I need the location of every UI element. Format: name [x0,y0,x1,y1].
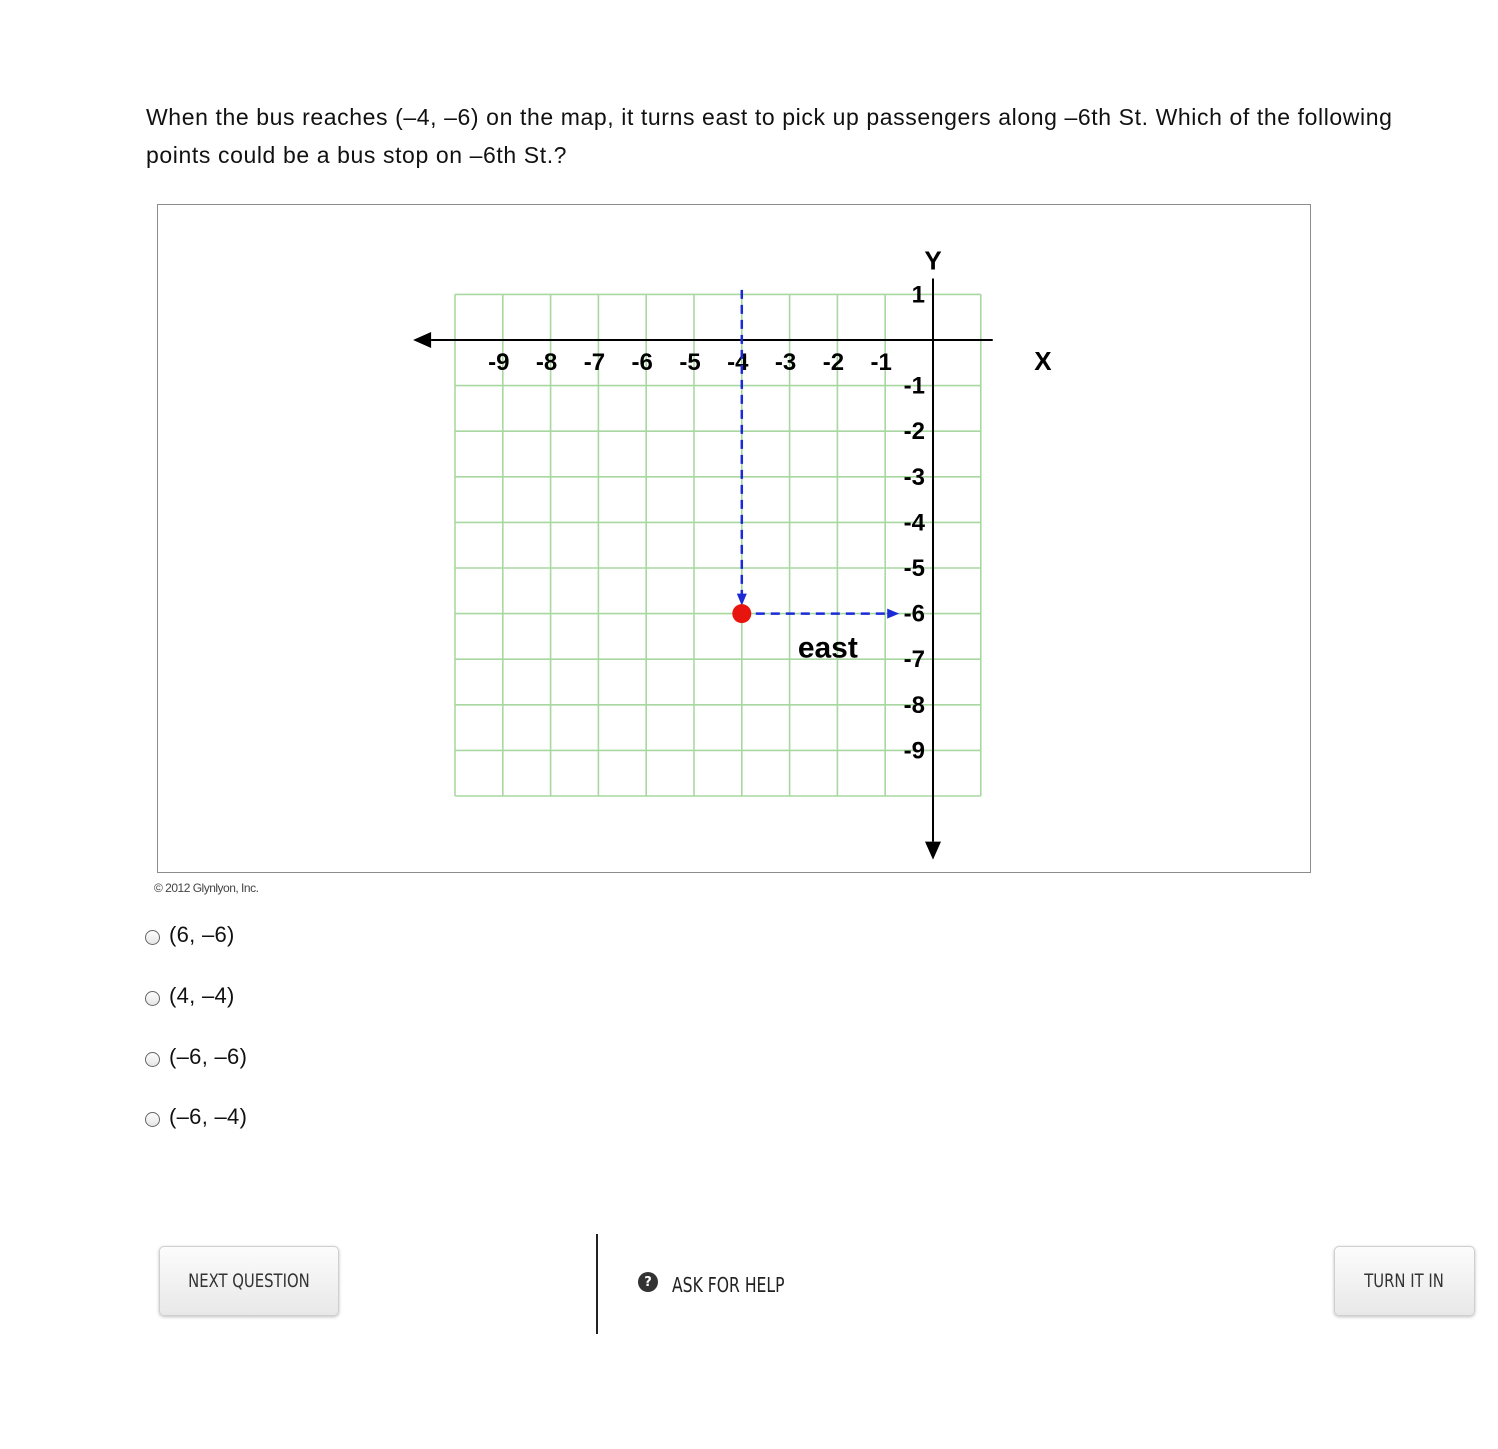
answer-choice-3[interactable] [145,1042,247,1072]
next-question-label: NEXT QUESTION [188,1270,310,1292]
next-question-button[interactable] [159,1246,339,1316]
turn-it-in-button[interactable] [1334,1246,1475,1316]
x-tick-label: -2 [822,349,845,376]
y-axis-label: Y [924,245,942,276]
radio-button[interactable] [145,1112,160,1127]
coordinate-grid-figure [157,204,1311,873]
choice-label: (–6, –6) [169,1044,248,1069]
x-tick-label: -6 [631,349,653,376]
direction-label: east [797,631,858,665]
choice-label: (4, –4) [169,983,235,1008]
y-tick-label: -9 [903,737,925,765]
y-tick-label: -4 [903,509,925,537]
question-text: When the bus reaches (–4, –6) on the map, it turns east to pick up passengers along –6th St. Which of the following points could be a bus stop on –6th St.? [146,104,1393,168]
bus-path-east-arrow [887,609,899,619]
y-tick-label: -1 [903,372,925,400]
answer-choice-4[interactable] [145,1102,247,1132]
footer-divider [596,1234,598,1334]
bus-location-point [732,604,751,623]
copyright-text: © 2012 Glynlyon, Inc. [154,881,259,895]
bus-path-south-arrow [737,594,747,606]
x-tick-label: -9 [488,349,510,376]
radio-button[interactable] [145,930,160,945]
coordinate-grid [158,205,1312,874]
y-tick-label: 1 [911,281,925,309]
y-axis-arrow [925,842,941,860]
turn-it-in-label: TURN IT IN [1364,1270,1445,1292]
y-tick-label: -8 [903,691,925,719]
x-axis-arrow [413,332,431,348]
x-tick-label: -3 [774,349,797,376]
x-tick-label: -1 [870,349,892,376]
x-tick-label: -5 [679,349,701,376]
choice-label: (–6, –4) [169,1104,248,1129]
ask-for-help-link[interactable] [638,1268,816,1302]
answer-choice-2[interactable] [145,981,235,1011]
y-tick-label: -3 [903,463,925,491]
x-tick-label: -8 [535,349,558,376]
radio-button[interactable] [145,1052,160,1067]
y-tick-label: -5 [903,555,925,582]
answer-choice-1[interactable] [145,920,235,950]
x-axis-label: X [1034,346,1052,376]
y-tick-label: -7 [903,646,925,674]
y-tick-label: -2 [903,418,925,446]
x-tick-label: -4 [727,349,749,376]
y-tick-label: -6 [903,600,925,628]
choice-label: (6, –6) [169,922,235,947]
ask-for-help-label: ASK FOR HELP [672,1273,785,1297]
radio-button[interactable] [145,991,160,1006]
question-circle-icon: ? [638,1272,658,1292]
x-tick-label: -7 [583,349,606,376]
